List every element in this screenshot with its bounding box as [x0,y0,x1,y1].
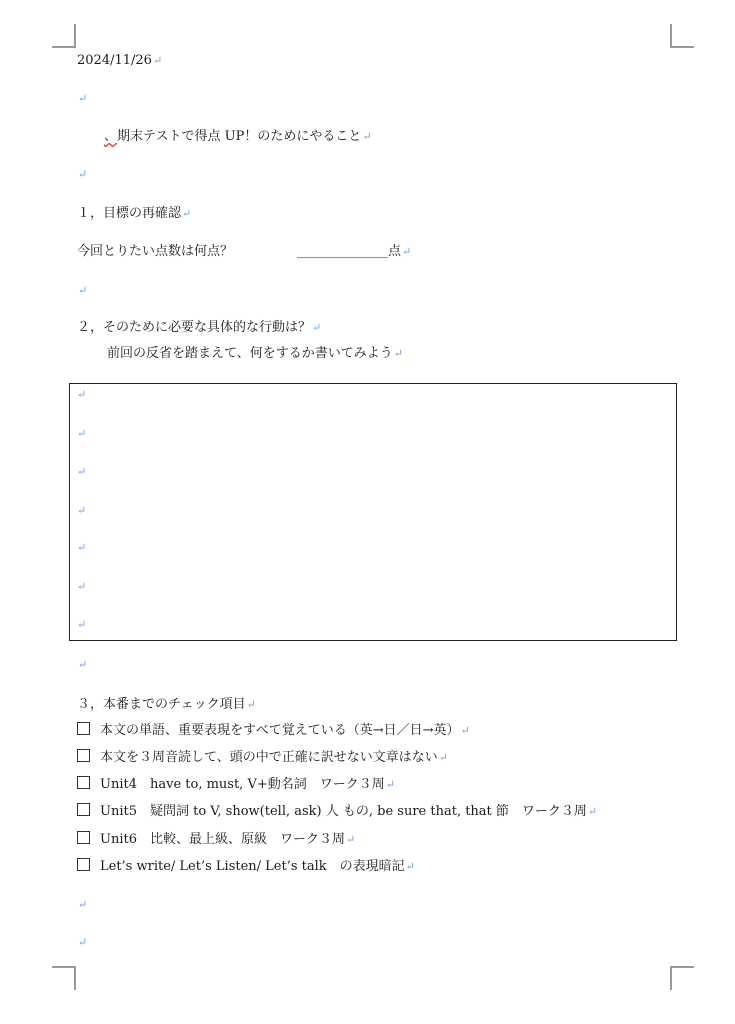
paragraph-mark-icon: ↵ [402,245,412,258]
answer-box[interactable] [69,383,677,641]
target-score-blank[interactable]: ______________ [297,244,389,259]
paragraph-mark-icon: ↵ [460,724,470,737]
checkbox[interactable] [77,749,90,762]
checklist-item [77,776,395,794]
checkbox[interactable] [77,803,90,816]
checkbox[interactable] [77,722,90,735]
empty-line [77,90,87,108]
checklist-item [77,858,415,876]
paragraph-mark-icon: ↵ [77,427,87,440]
paragraph-mark-icon: ↵ [385,778,395,791]
section2-subtext [107,345,403,363]
crop-mark-bottom-left [52,966,76,990]
paragraph-mark-icon: ↵ [152,54,163,67]
checklist-item-label: Unit4 have to, must, V+動名詞 ワーク３周 [100,777,385,792]
date-text: 2024/11/26 [77,53,152,68]
crop-mark-top-right [670,24,694,48]
paragraph-mark-icon: ↵ [393,347,403,360]
empty-line [77,896,87,914]
paragraph-mark-icon: ↵ [78,898,88,911]
empty-line [77,934,87,952]
checklist-item-label: 本文を３周音読して、頭の中で正確に訳せない文章はない [100,750,438,765]
checklist-item-label: 本文の単語、重要表現をすべて覚えている（英→日／日→英） [100,723,460,738]
empty-line [77,166,87,184]
paragraph-mark-icon: ↵ [405,860,415,873]
document-title [104,128,372,146]
paragraph-mark-icon: ↵ [78,168,88,181]
crop-mark-top-left [52,24,76,48]
checklist-item [77,749,448,767]
paragraph-mark-icon: ↵ [246,698,256,711]
section1-heading [77,205,191,223]
target-score-line [77,243,411,261]
paragraph-mark-icon: ↵ [78,936,88,949]
paragraph-mark-icon: ↵ [312,321,322,334]
checklist-item [77,803,597,821]
empty-line [77,282,87,300]
paragraph-mark-icon: ↵ [438,751,448,764]
paragraph-mark-icon: ↵ [77,388,87,401]
section3-heading [77,696,256,714]
date-line [77,52,162,70]
paragraph-mark-icon: ↵ [78,658,88,671]
section2-heading [77,319,321,337]
section1-heading-text: １，目標の再確認 [77,206,182,221]
paragraph-mark-icon: ↵ [345,833,356,846]
checklist-item-label: Unit5 疑問詞 to V, show(tell, ask) 人 もの, be sure that, that 節 ワーク３周 [100,804,587,819]
paragraph-mark-icon: ↵ [78,284,88,297]
paragraph-mark-icon: ↵ [77,541,87,554]
paragraph-mark-icon: ↵ [77,504,87,517]
checkbox[interactable] [77,776,90,789]
paragraph-mark-icon: ↵ [182,207,192,220]
paragraph-mark-icon: ↵ [77,580,87,593]
title-prefix: 、 [104,129,118,144]
section3-heading-text: ３，本番までのチェック項目 [77,697,246,712]
checkbox[interactable] [77,858,90,871]
checklist-item-label: Unit6 比較、最上級、原級 ワーク３周 [100,832,345,847]
paragraph-mark-icon: ↵ [362,130,372,143]
crop-mark-bottom-right [670,966,694,990]
paragraph-mark-icon: ↵ [77,618,87,631]
paragraph-mark-icon: ↵ [77,465,87,478]
section2-heading-text: ２，そのために必要な具体的な行動は？ [77,320,312,335]
checklist-item-label: Let’s write/ Let’s Listen/ Let’s talk の表現暗記 [100,859,405,874]
section2-subtext-text: 前回の反省を踏まえて、何をするか書いてみよう [107,346,393,361]
score-unit: 点 [388,244,402,259]
paragraph-mark-icon: ↵ [587,805,598,818]
checklist-item [77,831,355,849]
checklist-item [77,722,470,740]
target-score-question: 今回とりたい点数は何点？ [77,244,234,259]
paragraph-mark-icon: ↵ [78,92,88,105]
checkbox[interactable] [77,831,90,844]
empty-line [77,656,87,674]
title-text: 期末テストで得点 UP！のためにやること [117,129,362,144]
